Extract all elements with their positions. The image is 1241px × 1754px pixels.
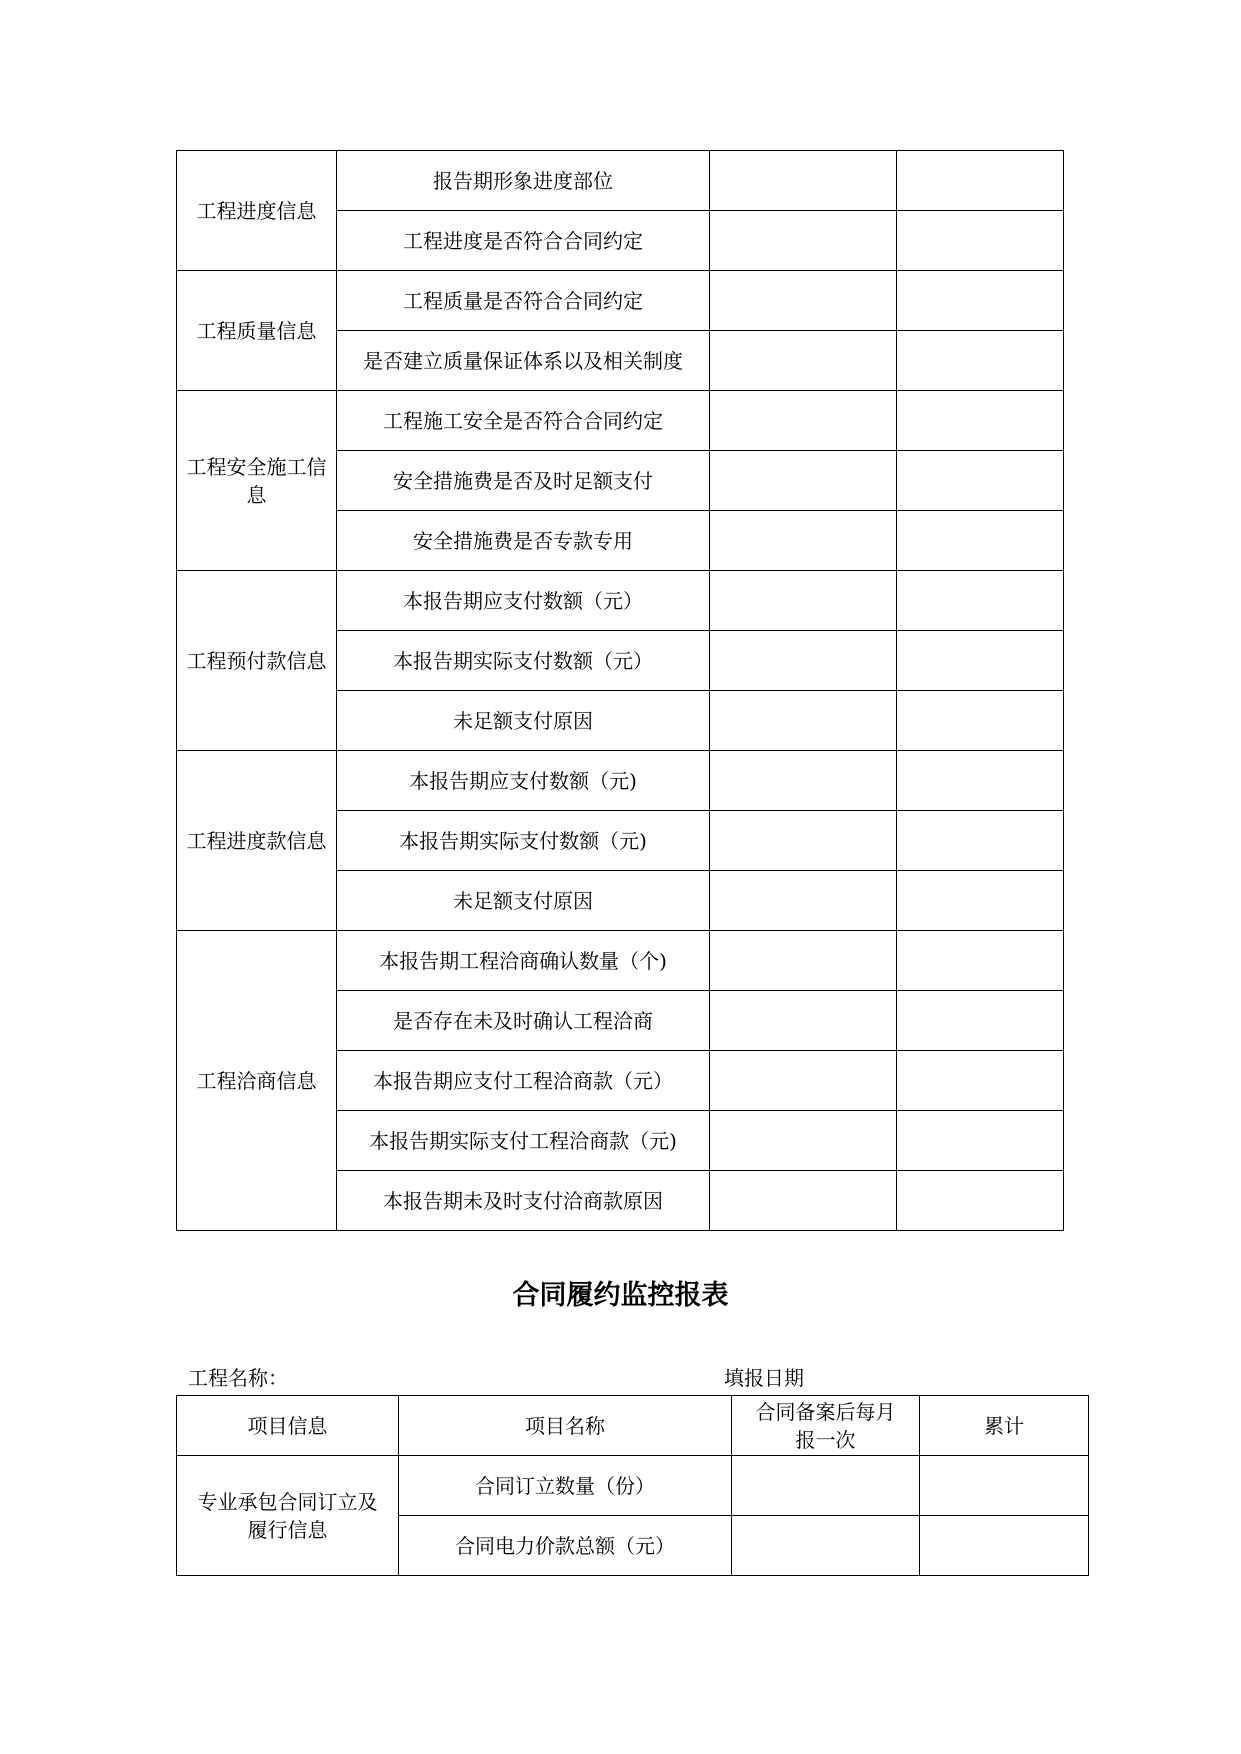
value-cell[interactable] [897,451,1064,511]
value-cell[interactable] [897,751,1064,811]
value-cell[interactable] [920,1456,1089,1516]
value-cell[interactable] [920,1516,1089,1576]
value-cell[interactable] [710,1111,897,1171]
table-row [177,151,1064,211]
value-cell[interactable] [710,751,897,811]
item-cell: 安全措施费是否及时足额支付 [337,451,710,511]
fill-date-label: 填报日期 [724,1366,804,1390]
header-cell: 累计 [920,1396,1089,1456]
category-cell: 工程预付款信息 [177,571,337,751]
value-cell[interactable] [897,391,1064,451]
item-cell: 是否存在未及时确认工程洽商 [337,991,710,1051]
item-cell: 工程质量是否符合合同约定 [337,271,710,331]
category-cell: 工程进度信息 [177,151,337,271]
value-cell[interactable] [710,631,897,691]
value-cell[interactable] [897,631,1064,691]
value-cell[interactable] [710,871,897,931]
item-cell: 报告期形象进度部位 [337,151,710,211]
value-cell[interactable] [897,1051,1064,1111]
table-row [177,931,1064,991]
value-cell[interactable] [732,1456,920,1516]
item-cell: 本报告期实际支付工程洽商款（元) [337,1111,710,1171]
table-row [177,1456,1089,1516]
item-cell: 本报告期应支付数额（元） [337,571,710,631]
item-cell: 未足额支付原因 [337,871,710,931]
header-cell: 项目信息 [177,1396,399,1456]
table-header-row [177,1396,1089,1456]
value-cell[interactable] [710,1171,897,1231]
table-row [177,571,1064,631]
value-cell[interactable] [897,691,1064,751]
value-cell[interactable] [710,331,897,391]
table-row [177,751,1064,811]
item-cell: 本报告期工程洽商确认数量（个) [337,931,710,991]
header-cell: 合同备案后每月报一次 [732,1396,920,1456]
table-row [177,271,1064,331]
item-cell: 本报告期未及时支付洽商款原因 [337,1171,710,1231]
item-cell: 本报告期实际支付数额（元) [337,811,710,871]
item-cell: 工程施工安全是否符合合同约定 [337,391,710,451]
value-cell[interactable] [710,811,897,871]
item-cell: 合同电力价款总额（元） [399,1516,732,1576]
item-cell: 本报告期应支付工程洽商款（元） [337,1051,710,1111]
value-cell[interactable] [710,451,897,511]
item-cell: 合同订立数量（份） [399,1456,732,1516]
value-cell[interactable] [710,1051,897,1111]
item-cell: 本报告期实际支付数额（元） [337,631,710,691]
progress-info-table [176,150,1064,1231]
value-cell[interactable] [897,931,1064,991]
value-cell[interactable] [897,271,1064,331]
value-cell[interactable] [897,331,1064,391]
report-title: 合同履约监控报表 [512,1280,729,1311]
value-cell[interactable] [732,1516,920,1576]
category-cell: 工程洽商信息 [177,931,337,1231]
value-cell[interactable] [897,151,1064,211]
contract-monitor-table [176,1395,1089,1576]
value-cell[interactable] [897,871,1064,931]
value-cell[interactable] [710,931,897,991]
value-cell[interactable] [897,1171,1064,1231]
item-cell: 未足额支付原因 [337,691,710,751]
item-cell: 工程进度是否符合合同约定 [337,211,710,271]
value-cell[interactable] [897,1111,1064,1171]
value-cell[interactable] [897,811,1064,871]
value-cell[interactable] [710,151,897,211]
table-row [177,391,1064,451]
item-cell: 是否建立质量保证体系以及相关制度 [337,331,710,391]
value-cell[interactable] [710,211,897,271]
item-cell: 本报告期应支付数额（元) [337,751,710,811]
value-cell[interactable] [897,511,1064,571]
category-cell: 工程质量信息 [177,271,337,391]
project-name-label: 工程名称： [188,1366,288,1390]
value-cell[interactable] [710,511,897,571]
value-cell[interactable] [710,571,897,631]
item-cell: 安全措施费是否专款专用 [337,511,710,571]
value-cell[interactable] [897,991,1064,1051]
value-cell[interactable] [710,271,897,331]
category-cell: 工程进度款信息 [177,751,337,931]
category-cell: 工程安全施工信息 [177,391,337,571]
header-cell: 项目名称 [399,1396,732,1456]
value-cell[interactable] [897,571,1064,631]
value-cell[interactable] [710,391,897,451]
value-cell[interactable] [897,211,1064,271]
value-cell[interactable] [710,991,897,1051]
value-cell[interactable] [710,691,897,751]
category-cell: 专业承包合同订立及履行信息 [177,1456,399,1576]
